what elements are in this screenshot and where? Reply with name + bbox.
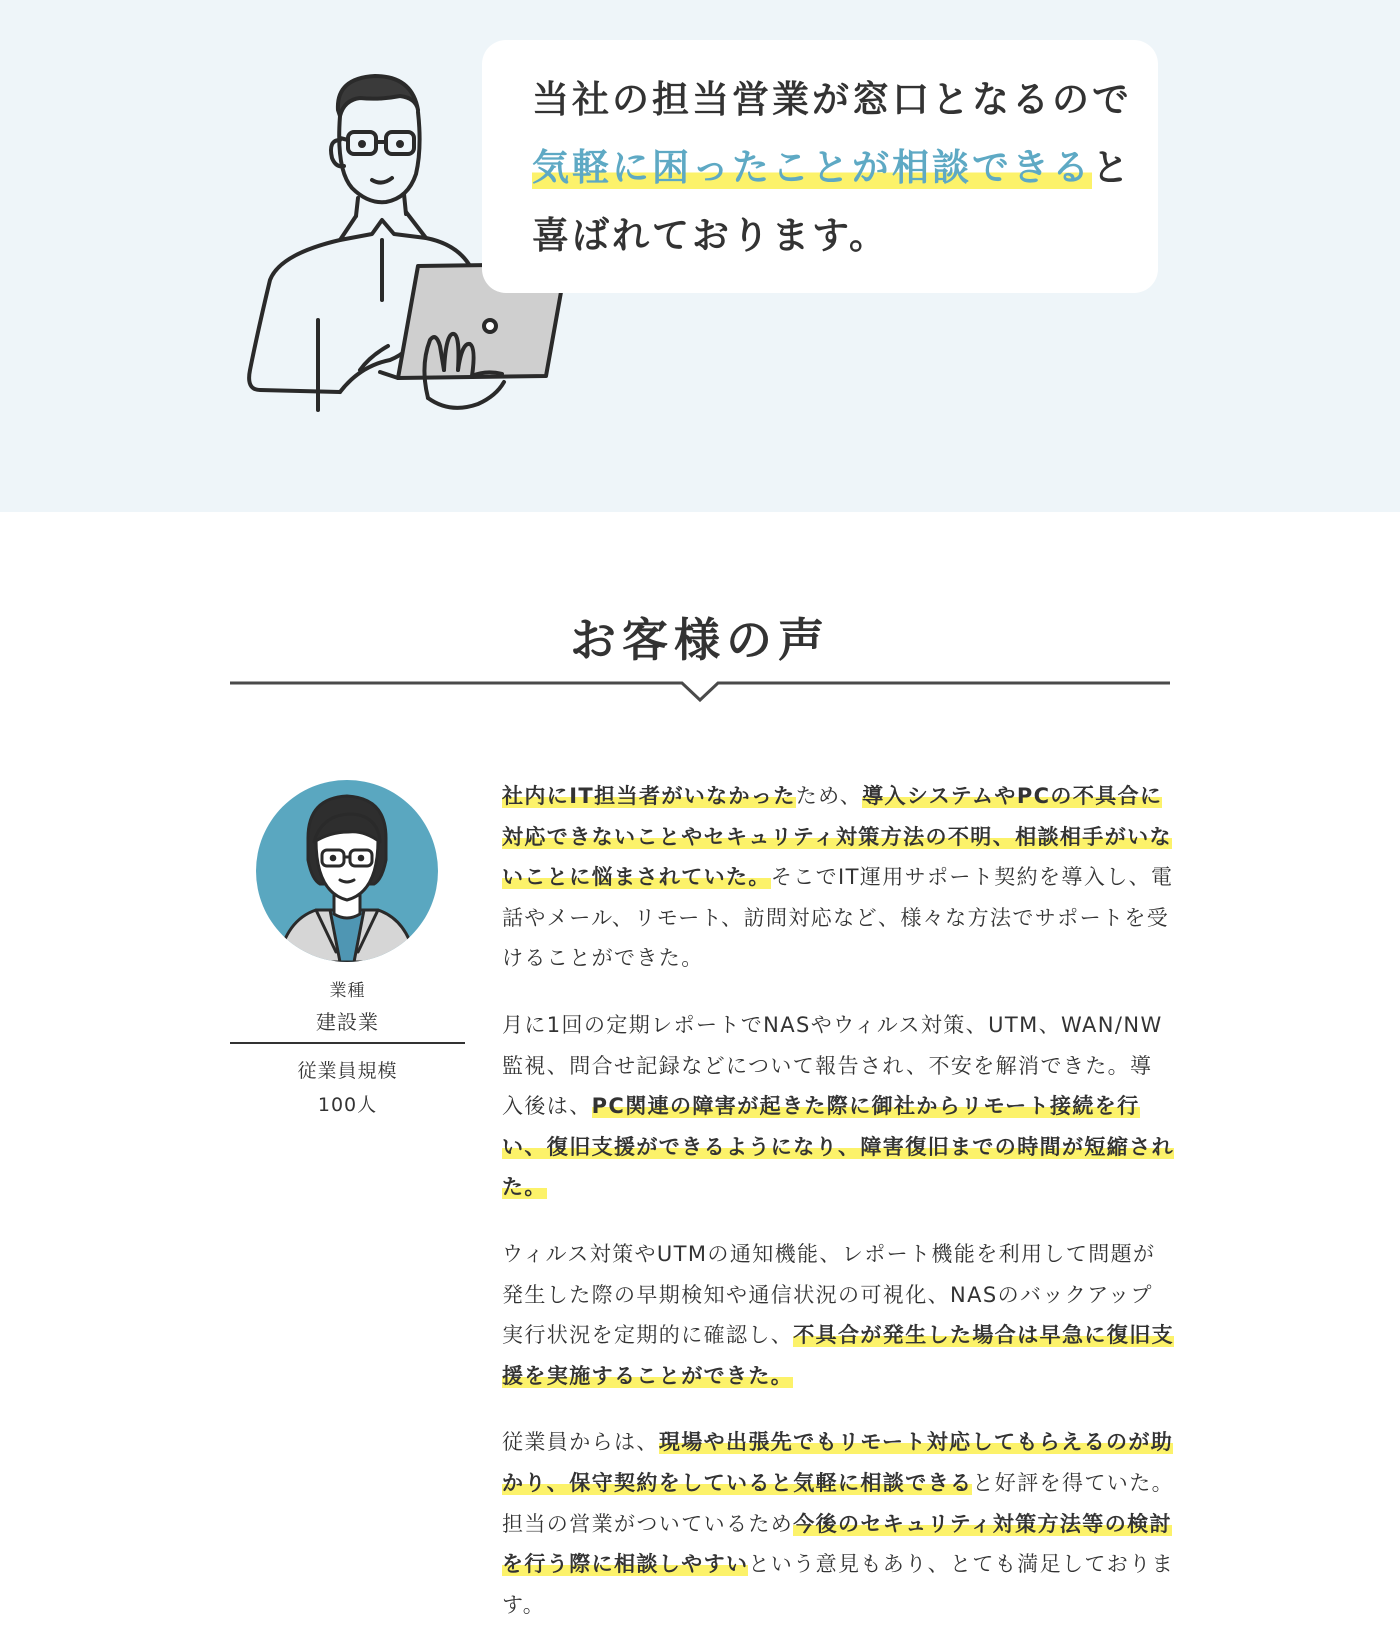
body-text: そこでIT運用サポート契約を導入し、電話やメール、リモート、訪問対応など、様々な方法でサポートを受けることができた。 [502, 865, 1174, 971]
chevron-divider [230, 678, 1170, 706]
hero-highlight: 気軽に困ったことが相談できる [532, 146, 1092, 189]
hero-line-3: 喜ばれております。 [532, 214, 890, 257]
testimonial-body [502, 776, 1174, 1650]
speech-bubble [482, 40, 1158, 293]
highlighted-text: 今後のセキュリティ対策方法等の検討を行う際に相談しやすい [502, 1511, 1172, 1577]
section-title: お客様の声 [570, 613, 830, 667]
body-text: という意見もあり、とても満足しております。 [502, 1552, 1175, 1617]
industry-label: 業種 [329, 981, 366, 1001]
body-text: 月に1回の定期レポートでNASやウィルス対策、UTM、WAN/NW監視、問合せ記録などについて報告され、不安を解消できた。導入後は、 [502, 1012, 1163, 1119]
industry-value: 建設業 [316, 1010, 379, 1034]
body-text: ウィルス対策やUTMの通知機能、レポート機能を利用して問題が発生した際の早期検知や通信状況の可視化、NASのバックアップ実行状況を定期的に確認し、 [502, 1241, 1156, 1348]
highlighted-text: 社内にIT担当者がいなかった [502, 784, 796, 808]
testimonial-paragraph-3 [502, 1234, 1174, 1396]
employee-size-label: 従業員規模 [297, 1060, 398, 1082]
body-text: と好評を得ていた。担当の営業がついているため [502, 1470, 1175, 1536]
profile-divider [230, 1042, 465, 1044]
testimonial-paragraph-2 [502, 1005, 1174, 1208]
testimonial-paragraph-4 [502, 1422, 1174, 1625]
hero-line-2 [532, 146, 1132, 190]
hero-line-1: 当社の担当営業が窓口となるので [532, 78, 1132, 121]
testimonial-paragraph-1 [502, 776, 1174, 979]
hero-section [0, 0, 1400, 512]
hero-line-2-tail: と [1092, 146, 1132, 189]
woman-with-glasses-avatar [256, 780, 438, 962]
highlighted-text: 導入システムやPCの不具合に対応できないことやセキュリティ対策方法の不明、相談相手がいないことに悩まされていた。 [502, 784, 1172, 890]
highlighted-text: PC関連の障害が起きた際に御社からリモート接続を行い、復旧支援ができるようになり、障害復旧までの時間が短縮された。 [502, 1094, 1174, 1200]
highlighted-text: 現場や出張先でもリモート対応してもらえるのが助かり、保守契約をしていると気軽に相談できる [502, 1430, 1174, 1495]
highlighted-text: 不具合が発生した場合は早急に復旧支援を実施することができた。 [502, 1323, 1175, 1388]
body-text: 従業員からは、 [502, 1430, 659, 1455]
employee-size-value: 100人 [317, 1094, 378, 1116]
body-text: ため、 [795, 784, 863, 808]
